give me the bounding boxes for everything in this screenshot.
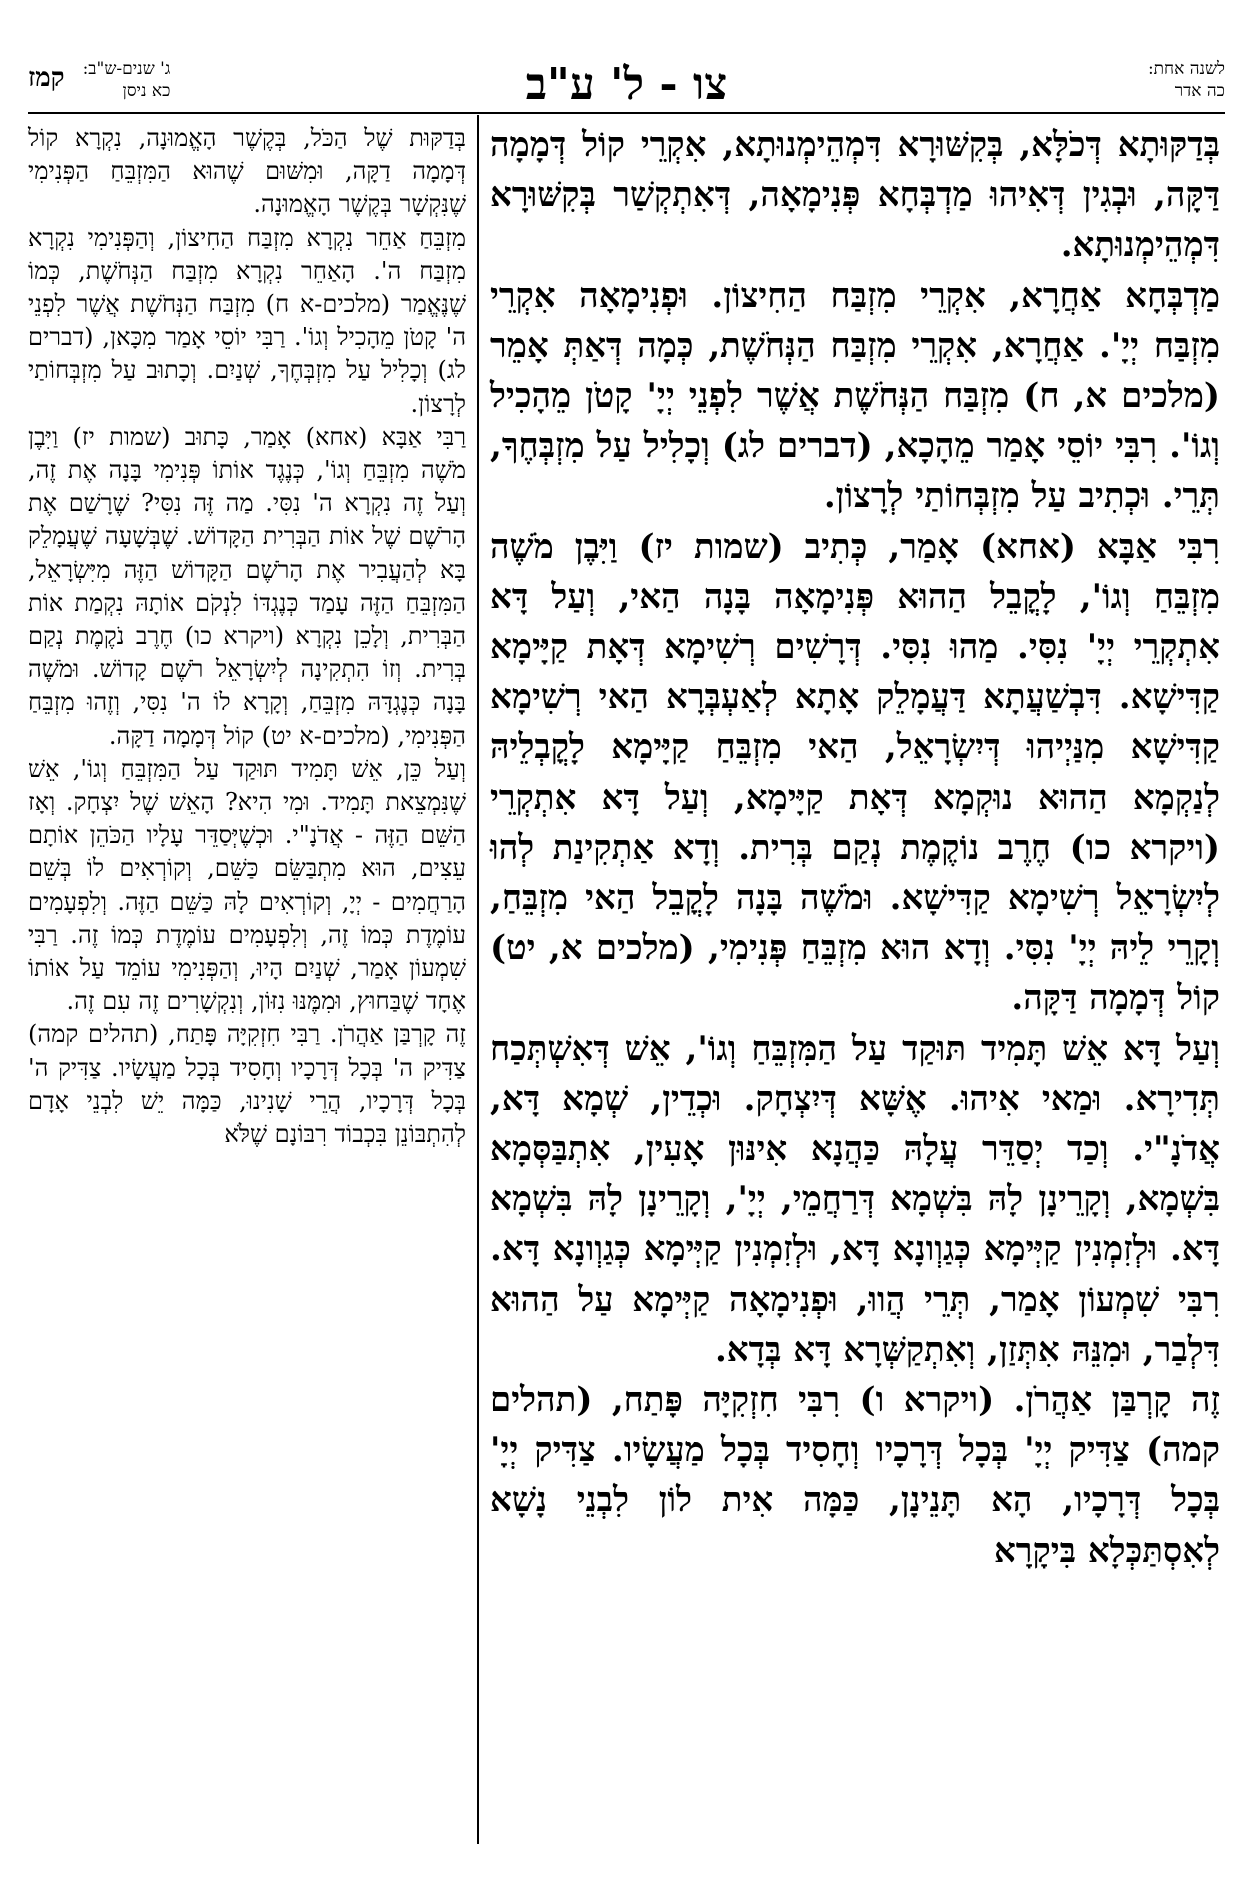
main-paragraph: מַדְבְּחָא אַחֲרָא, אִקְרֵי מִזְבַּח הַחִיצוֹן. וּפְנִימָאָה אִקְרֵי מִזְבַּח יְיָ'. אַחֲרָא, אִקְרֵי מִזְבַּח הַנְּחֹשֶׁת, כְּמָה דְּאַתְּ אָמֵר (מלכים א, ח) מִזְבַּח הַנְּחֹשֶׁת אֲשֶׁר לִפְנֵי יְיָ' קָטֹן מֵהָכִיל וְגוֹ'. רִבִּי יוֹסֵי אָמַר מֵהָכָא, (דברים לג) וְכָלִיל עַל מִזְבְּחֶךָ, תְּרֵי. וּכְתִיב עַל מִזְבְּחוֹתַי לְרָצוֹן. bbox=[490, 275, 1220, 517]
page-header bbox=[28, 58, 1225, 114]
main-paragraph: בְּדַקּוּתָא דְּכֹלָּא, בְּקִשּׁוּרָא דִּמְהֵימְנוּתָא, אִקְרֵי קוֹל דְּמָמָה דַּקָּה, וּבְגִין דְּאִיהוּ מַדְבְּחָא פְּנִימָאָה, דְּאִתְקְשַׁר בְּקִשּׁוּרָא דִּמְהֵימְנוּתָא. bbox=[490, 125, 1220, 266]
side-column-translation bbox=[28, 122, 466, 1151]
side-paragraph: מִזְבֵּחַ אַחֵר נִקְרָא מִזְבַּח הַחִיצוֹן, וְהַפְּנִימִי נִקְרָא מִזְבַּח ה'. הָאַחֵר נִקְרָא מִזְבַּח הַנְּחֹשֶׁת, כְּמוֹ שֶׁנֶּאֱמַר (מלכים-א ח) מִזְבַּח הַנְּחֹשֶׁת אֲשֶׁר לִפְנֵי ה' קָטֹן מֵהָכִיל וְגוֹ'. רַבִּי יוֹסֵי אָמַר מִכָּאן, (דברים לג) וְכָלִיל עַל מִזְבְּחֶךָ, שְׁנַיִם. וְכָתוּב עַל מִזְבְּחוֹתַי לְרָצוֹן. bbox=[28, 223, 466, 418]
side-paragraph: וְעַל כֵּן, אֵשׁ תָּמִיד תּוּקַד עַל הַמִּזְבֵּחַ וְגוֹ', אֵשׁ שֶׁנִּמְצֵאת תָּמִיד. וּמִי הִיא? הָאֵשׁ שֶׁל יִצְחָק. וְאָז הַשֵּׁם הַזֶּה - אֲדֹנָ"י. וּכְשֶׁיְּסַדֵּר עָלָיו הַכֹּהֵן אוֹתָם עֵצִים, הוּא מִתְבַּשֵּׂם כַּשֵּׁם, וְקוֹרְאִים לוֹ בְּשֵׁם הָרַחֲמִים - יְיָ, וְקוֹרְאִים לָהּ כַּשֵּׁם הַזֶּה. וְלִפְעָמִים עוֹמֶדֶת כְּמוֹ זֶה, וְלִפְעָמִים עוֹמֶדֶת כְּמוֹ זֶה. רַבִּי שִׁמְעוֹן אָמַר, שְׁנַיִם הָיוּ, וְהַפְּנִימִי עוֹמֵד עַל אוֹתוֹ אֶחָד שֶׁבַּחוּץ, וּמִמֶּנּוּ נִזּוֹן, וְנִקְשָׁרִים זֶה עִם זֶה. bbox=[28, 754, 466, 1016]
main-paragraph: זֶה קָרְבַּן אַהֲרֹן. (ויקרא ו) רִבִּי חִזְקִיָּה פָּתַח, (תהלים קמה) צַדִּיק יְיָ' בְּכָל דְּרָכָיו וְחָסִיד בְּכָל מַעֲשָׂיו. צַדִּיק יְיָ' בְּכָל דְּרָכָיו, הָא תָּנֵינָן, כַּמָּה אִית לוֹן לִבְנֵי נָשָׁא לְאִסְתַּכְּלָא בִּיקָרָא bbox=[490, 1380, 1220, 1571]
main-paragraph: וְעַל דָּא אֵשׁ תָּמִיד תּוּקַד עַל הַמִּזְבֵּחַ וְגוֹ', אֵשׁ דְּאִשְׁתְּכַח תְּדִירָא. וּמַאי אִיהוּ. אֶשָּׁא דְּיִצְחָק. וּכְדֵין, שְׁמָא דָּא, אֲדֹנָ"י. וְכַד יְסַדֵּר עֲלָהּ כַּהֲנָא אִינּוּן אָעִין, אִתְבַּסְּמָא בִּשְׁמָא, וְקָרֵינָן לָהּ בִּשְׁמָא דְּרַחֲמֵי, יְיָ', וְקָרֵינָן לָהּ בִּשְׁמָא דָּא. וּלְזִמְנִין קַיְּימָא כְּגַוְונָא דָּא, וּלְזִמְנִין קַיְּימָא כְּגַוְונָא דָּא. רִבִּי שִׁמְעוֹן אָמַר, תְּרֵי הֲווּ, וּפְנִימָאָה קַיְּימָא עַל הַהוּא דִּלְבַר, וּמִנֵּהּ אִתְּזַן, וְאִתְקַשְּׁרָא דָּא בְּדָא. bbox=[490, 1028, 1220, 1370]
header-left bbox=[28, 58, 170, 102]
main-paragraph: רִבִּי אַבָּא (אחא) אָמַר, כְּתִיב (שמות יז) וַיִּבֶן מֹשֶׁה מִזְבֵּחַ וְגוֹ', לָקֳבֵל הַהוּא פְּנִימָאָה בָּנָה הַאי, וְעַל דָּא אִתְקְרֵי יְיָ' נִסִּי. מַהוּ נִסִּי. דְּרָשִׁים רְשִׁימָא דְּאָת קַיָּימָא קַדִּישָׁא. דִּבְשַׁעֲתָא דַּעֲמָלֵק אָתָא לְאַעְבְּרָא הַאי רְשִׁימָא קַדִּישָׁא מִנַּיְיהוּ דְּיִשְׂרָאֵל, הַאי מִזְבֵּחַ קַיָּימָא לָקֳבְלֵיהּ לְנַקְמָא הַהוּא נוּקְמָא דְּאָת קַיָּימָא, וְעַל דָּא אִתְקְרֵי (ויקרא כו) חֶרֶב נוֹקֶמֶת נְקַם בְּרִית. וְדָא אַתְקִינַת לְהוּ לְיִשְׂרָאֵל רְשִׁימָא קַדִּישָׁא. וּמֹשֶׁה בָּנָה לָקֳבֵל הַאי מִזְבֵּחַ, וְקָרֵי לֵיהּ יְיָ' נִסִּי. וְדָא הוּא מִזְבֵּחַ פְּנִימִי, (מלכים א, יט) קוֹל דְּמָמָה דַּקָּה. bbox=[490, 526, 1220, 1019]
side-paragraph: רַבִּי אַבָּא (אחא) אָמַר, כָּתוּב (שמות יז) וַיִּבֶן מֹשֶׁה מִזְבֵּחַ וְגוֹ', כְּנֶגֶד אוֹתוֹ פְּנִימִי בָּנָה אֶת זֶה, וְעַל זֶה נִקְרָא ה' נִסִּי. מַה זֶּה נִסִּי? שֶׁרָשַׁם אֶת הָרֹשֶׁם שֶׁל אוֹת הַבְּרִית הַקָּדוֹשׁ. שֶׁבְּשָׁעָה שֶׁעֲמָלֵק בָּא לְהַעֲבִיר אֶת הָרֹשֶׁם הַקָּדוֹשׁ הַזֶּה מִיִּשְׂרָאֵל, הַמִּזְבֵּחַ הַזֶּה עָמַד כְּנֶגְדּוֹ לִנְקֹם אוֹתָהּ נִקְמַת אוֹת הַבְּרִית, וְלָכֵן נִקְרָא (ויקרא כו) חֶרֶב נֹקֶמֶת נְקַם בְּרִית. וְזוֹ הִתְקִינָה לְיִשְׂרָאֵל רֹשֶׁם קָדוֹשׁ. וּמֹשֶׁה בָּנָה כְּנֶגְדָּהּ מִזְבֵּחַ, וְקָרָא לוֹ ה' נִסִּי, וְזֶהוּ מִזְבֵּחַ הַפְּנִימִי, (מלכים-א יט) קוֹל דְּמָמָה דַקָּה. bbox=[28, 422, 466, 750]
column-divider bbox=[477, 115, 479, 1844]
page-number: קמז bbox=[28, 63, 65, 93]
header-schedule-one-year: לשנה אחת: bbox=[1147, 59, 1225, 79]
page-title: צו - ל' ע"ב bbox=[525, 59, 728, 110]
header-schedule-three-years: ג' שנים-ש"ב: bbox=[82, 59, 171, 79]
side-paragraph: בְּדַקּוּת שֶׁל הַכֹּל, בְּקֶשֶׁר הָאֱמוּנָה, נִקְרָא קוֹל דְּמָמָה דַקָּה, וּמִשּׁוּם שֶׁהוּא הַמִּזְבֵּחַ הַפְּנִימִי שֶׁנִּקְשָׁר בְּקֶשֶׁר הָאֱמוּנָה. bbox=[28, 124, 466, 219]
header-rule bbox=[28, 112, 1225, 114]
side-paragraph: זֶה קָרְבַּן אַהֲרֹן. רַבִּי חִזְקִיָּה פָּתַח, (תהלים קמה) צַדִּיק ה' בְּכָל דְּרָכָיו וְחָסִיד בְּכָל מַעֲשָׂיו. צַדִּיק ה' בְּכָל דְּרָכָיו, הֲרֵי שָׁנִינוּ, כַּמָּה יֵשׁ לִבְנֵי אָדָם לְהִתְבּוֹנֵן בִּכְבוֹד רִבּוֹנָם שֶׁלֹּא bbox=[28, 1020, 466, 1149]
main-column-aramaic bbox=[490, 120, 1220, 1576]
header-date-right: כה אדר bbox=[1174, 81, 1225, 101]
header-left-text bbox=[83, 58, 171, 102]
header-date-left: כא ניסן bbox=[122, 81, 171, 101]
